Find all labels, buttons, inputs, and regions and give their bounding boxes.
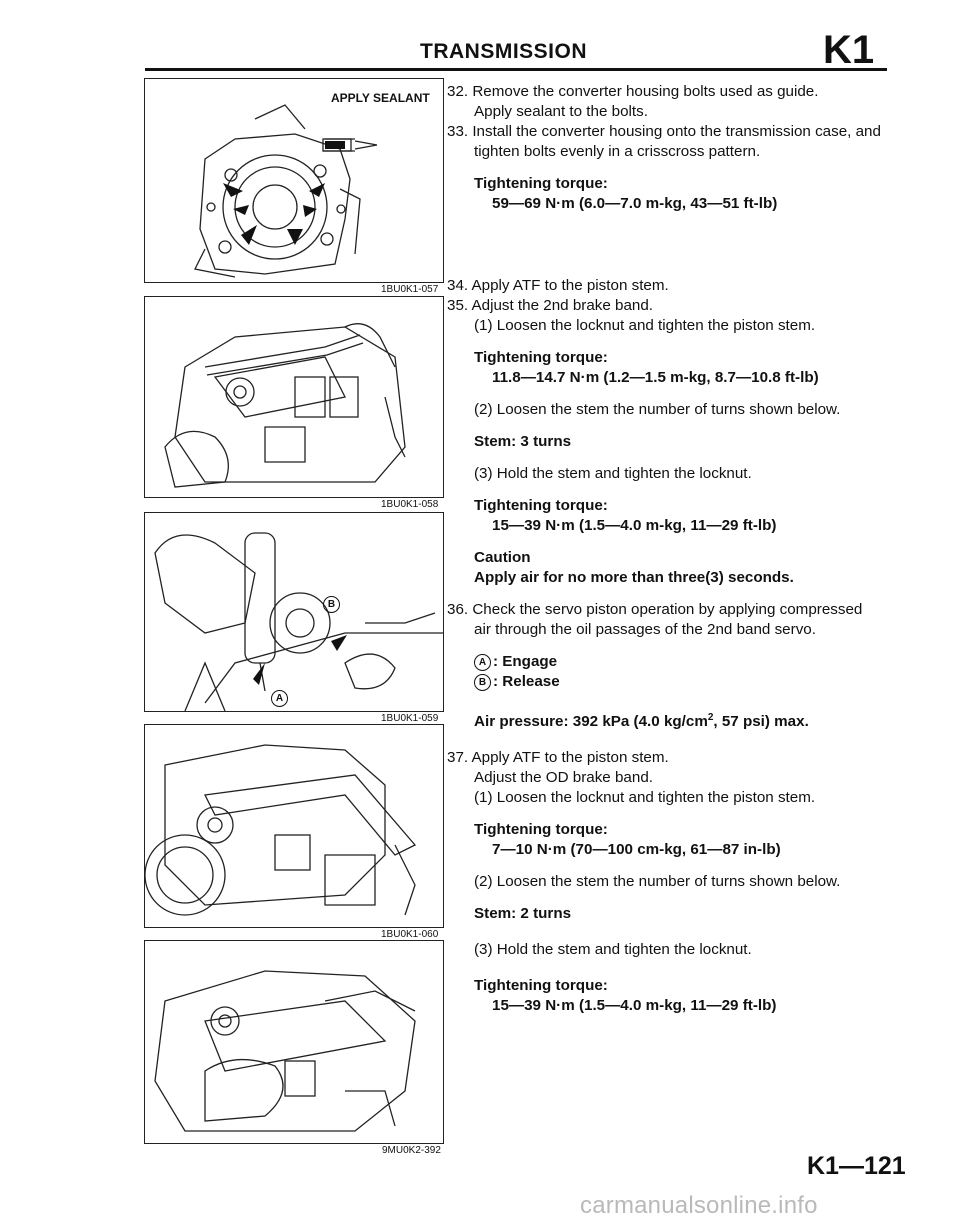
watermark: carmanualsonline.info [580,1192,818,1219]
figure-servo-air-check [144,512,444,712]
step-35-torque1-value: 11.8—14.7 N·m (1.2—1.5 m-kg, 8.7—10.8 ft-lb) [492,369,819,386]
page-title: TRANSMISSION [420,40,588,63]
step-37: 37. Apply ATF to the piston stem. [447,749,669,767]
header-rule [145,68,887,71]
od-brake-band-drawing [145,725,443,927]
servo-air-check-drawing [145,513,443,711]
step-37-sub3: (3) Hold the stem and tighten the locknut. [474,941,752,959]
procedure-text [447,82,907,1016]
release-legend: B : Release [447,672,907,692]
step-35-sub2: (2) Loosen the stem the number of turns shown below. [474,401,841,418]
engage-legend: A : Engage [447,652,907,672]
step-35: 35. Adjust the 2nd brake band. [447,297,654,314]
step-37-torque2-label: Tightening torque: [474,977,608,995]
step-37-line2: Adjust the OD brake band. [474,769,653,787]
figure-od-brake-band [144,724,444,928]
step-37-sub2: (2) Loosen the stem the number of turns shown below. [474,873,841,891]
step-35-stem: Stem: 3 turns [474,433,572,450]
step-37-stem: Stem: 2 turns [474,905,572,923]
figure-converter-housing [144,78,444,283]
step-35-torque2-label: Tightening torque: [474,497,608,514]
step-32-line2: Apply sealant to the bolts. [474,103,648,120]
figure-mark-a: A [271,689,290,707]
step-33-torque-value: 59—69 N·m (6.0—7.0 m-kg, 43—51 ft-lb) [492,195,778,212]
step-36-line1: 36. Check the servo piston operation by applying compressed [447,601,863,618]
step-34: 34. Apply ATF to the piston stem. [447,277,669,294]
apply-sealant-label: APPLY SEALANT [331,91,430,105]
step-37-torque1-value: 7—10 N·m (70—100 cm-kg, 61—87 in-lb) [492,841,781,859]
step-33-line2: tighten bolts evenly in a crisscross pattern. [474,143,761,160]
brake-band-drawing [145,297,443,497]
step-33-line1: 33. Install the converter housing onto the transmission case, and [447,123,881,140]
caution-text: Apply air for no more than three(3) seconds. [474,569,794,586]
step-33-torque-label: Tightening torque: [474,175,608,192]
step-32-line1: 32. Remove the converter housing bolts used as guide. [447,83,819,100]
step-35-sub1: (1) Loosen the locknut and tighten the piston stem. [474,317,816,334]
step-35-sub3: (3) Hold the stem and tighten the locknut. [474,465,752,482]
figure-code-5: 9MU0K2-392 [382,1145,441,1156]
caution-title: Caution [474,549,531,566]
step-35-torque2-value: 15—39 N·m (1.5—4.0 m-kg, 11—29 ft-lb) [492,517,777,534]
figure-code-1: 1BU0K1-057 [381,284,439,295]
air-pressure-spec: Air pressure: 392 kPa (4.0 $kg/cm^2$, 57 psi) max. [474,712,809,731]
converter-housing-drawing [145,79,443,282]
od-stem-adjust-drawing [145,941,443,1143]
step-36-line2: air through the oil passages of the 2nd band servo. [474,621,816,638]
step-35-torque1-label: Tightening torque: [474,349,608,366]
figure-code-3: 1BU0K1-059 [381,713,439,724]
figure-od-stem-adjust [144,940,444,1144]
step-37-torque2-value: 15—39 N·m (1.5—4.0 m-kg, 11—29 ft-lb) [492,997,777,1015]
figure-code-4: 1BU0K1-060 [381,929,439,940]
step-37-torque1-label: Tightening torque: [474,821,608,839]
page-number: K1—121 [807,1152,906,1180]
figure-mark-b: B [323,595,342,613]
figure-2nd-brake-band [144,296,444,498]
figure-code-2: 1BU0K1-058 [381,499,439,510]
section-code: K1 [823,28,875,72]
step-37-sub1: (1) Loosen the locknut and tighten the piston stem. [474,789,816,807]
